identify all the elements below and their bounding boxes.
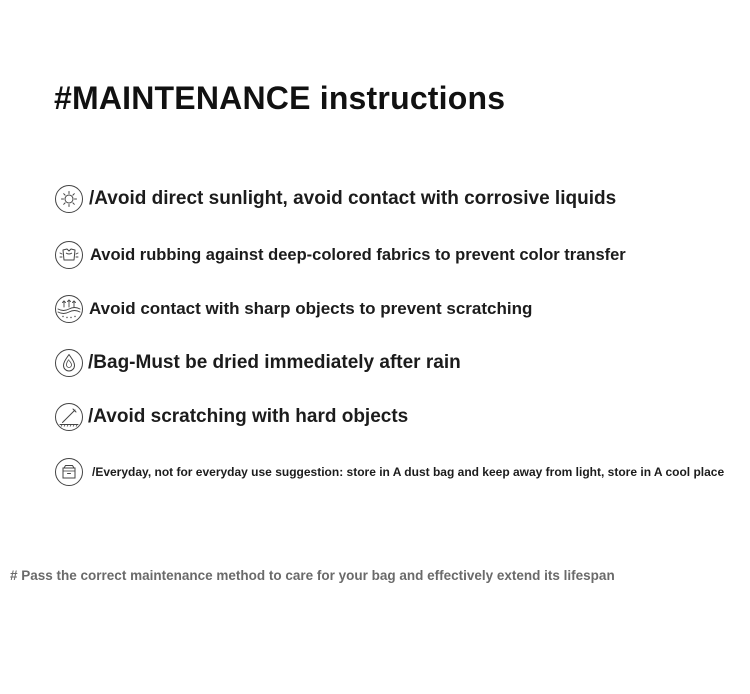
instruction-item-hard-objects [54, 402, 408, 432]
page-title: #MAINTENANCE instructions [54, 80, 506, 116]
instruction-item-sharp-objects [54, 294, 532, 324]
instruction-text: /Avoid direct sunlight, avoid contact with corrosive liquids [89, 188, 617, 209]
scratch-tool-icon [54, 402, 84, 432]
instruction-text: /Everyday, not for everyday use suggestion: store in A dust bag and keep away from light, store in A cool place [92, 465, 725, 479]
instruction-text: /Bag-Must be dried immediately after rain [88, 352, 461, 373]
water-drop-icon [54, 348, 84, 378]
instruction-text: Avoid contact with sharp objects to prevent scratching [89, 299, 533, 318]
instruction-item-sunlight [54, 184, 616, 214]
storage-box-icon [54, 457, 84, 487]
sharp-objects-icon [54, 294, 84, 324]
instruction-item-rain [54, 348, 461, 378]
sun-icon [54, 184, 84, 214]
instruction-text: /Avoid scratching with hard objects [88, 406, 409, 427]
footer-note: # Pass the correct maintenance method to care for your bag and effectively extend its lifespan [10, 568, 615, 583]
fabric-rub-icon [54, 240, 84, 270]
instruction-text: Avoid rubbing against deep-colored fabrics to prevent color transfer [90, 245, 626, 264]
instruction-item-storage [54, 457, 724, 487]
instruction-item-color-transfer [54, 240, 626, 270]
